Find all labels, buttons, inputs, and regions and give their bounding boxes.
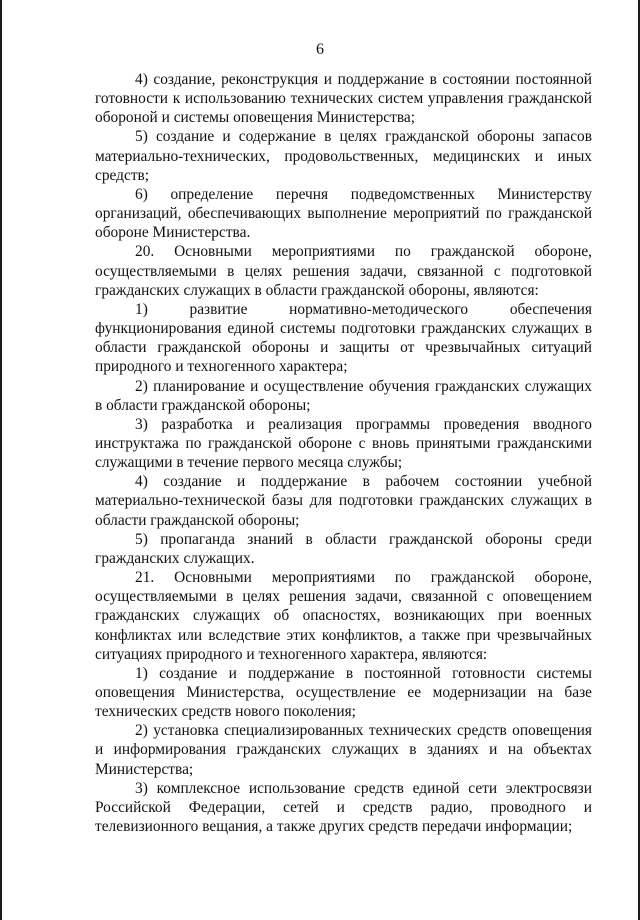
paragraph-20-1: 1) развитие нормативно-методического обеспечения функционирования единой системы подготовки гражданских служащих в области гражданской обороны и защиты от чрезвычайных ситуаций природного и техногенного характера; bbox=[95, 300, 592, 376]
paragraph-20-4: 4) создание и поддержание в рабочем состоянии учебной материально-технической базы для подготовки гражданских служащих в области гражданской обороны; bbox=[95, 473, 592, 529]
document-body bbox=[95, 70, 592, 836]
page-number: 6 bbox=[316, 41, 324, 58]
paragraph-20-5: 5) пропаганда знаний в области гражданской обороны среди гражданских служащих. bbox=[95, 530, 592, 567]
paragraph-5-1: 5) создание и содержание в целях гражданской обороны запасов материально-технических, продовольственных, медицинских и иных средств; bbox=[95, 128, 592, 184]
paragraph-20-2: 2) планирование и осуществление обучения гражданских служащих в области гражданской обороны; bbox=[95, 377, 592, 414]
paragraph-section-20: 20. Основными мероприятиями по гражданской обороне, осуществляемыми в целях решения задачи, связанной с подготовкой гражданских служащих в области гражданской обороны, являются: bbox=[95, 243, 592, 299]
scan-edge-left bbox=[0, 0, 2, 920]
paragraph-6-1: 6) определение перечня подведомственных Министерству организаций, обеспечивающих выполнение мероприятий по гражданской обороне Министерства. bbox=[95, 185, 592, 242]
paragraph-21-1: 1) создание и поддержание в постоянной готовности системы оповещения Министерства, осуществление ее модернизации на базе технических средств нового поколения; bbox=[95, 664, 592, 721]
paragraph-section-21: 21. Основными мероприятиями по гражданской обороне, осуществляемыми в целях решения задачи, связанной с оповещением гражданских служащих об опасностях, возникающих при военных конфликтах или вследствие этих конфликтов, а также при чрезвычайных ситуациях природного и техногенного характера, являются: bbox=[95, 569, 592, 663]
paragraph-4-1: 4) создание, реконструкция и поддержание в состоянии постоянной готовности к использованию технических систем управления гражданской обороной и системы оповещения Министерства; bbox=[95, 71, 592, 127]
paragraph-21-3: 3) комплексное использование средств единой сети электросвязи Российской Федерации, сетей и средств радио, проводного и телевизионного вещания, а также других средств передачи информации; bbox=[95, 779, 592, 836]
paragraph-20-3: 3) разработка и реализация программы проведения вводного инструктажа по гражданской обороне с вновь принятыми гражданскими служащими в течение первого месяца службы; bbox=[95, 415, 592, 472]
paragraph-21-2: 2) установка специализированных технических средств оповещения и информирования гражданских служащих в зданиях и на объектах Министерства; bbox=[95, 722, 592, 778]
